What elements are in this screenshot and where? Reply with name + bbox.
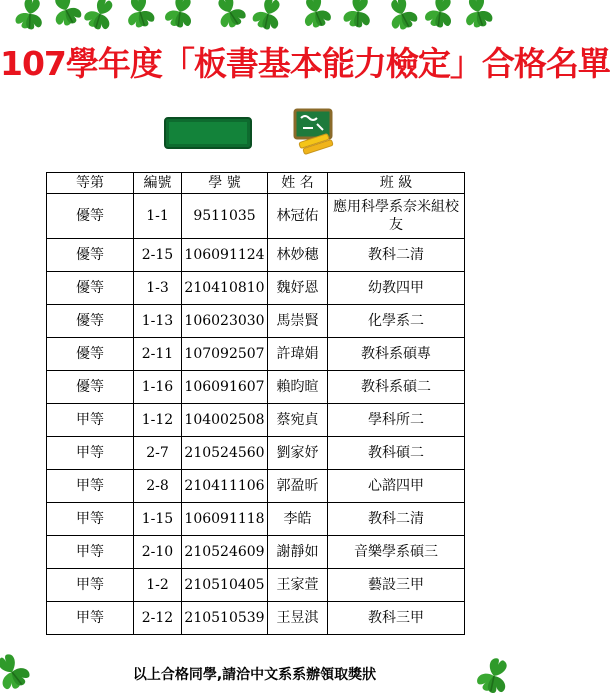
cell-grade: 優等 — [47, 371, 134, 404]
cell-class: 教科系碩二 — [328, 371, 465, 404]
cell-number: 2-10 — [134, 536, 182, 569]
header-student-id: 學 號 — [182, 173, 268, 194]
header-name: 姓 名 — [268, 173, 328, 194]
cell-name: 謝靜如 — [268, 536, 328, 569]
cell-class: 幼教四甲 — [328, 272, 465, 305]
cell-name: 蔡宛貞 — [268, 404, 328, 437]
cell-grade: 優等 — [47, 239, 134, 272]
cell-student-id: 210411106 — [182, 470, 268, 503]
cell-number: 1-16 — [134, 371, 182, 404]
table-row — [47, 272, 465, 305]
cell-class: 教科系碩專 — [328, 338, 465, 371]
header-number: 編號 — [134, 173, 182, 194]
cell-student-id: 210524609 — [182, 536, 268, 569]
header-class: 班 級 — [328, 173, 465, 194]
cell-name: 劉家妤 — [268, 437, 328, 470]
cell-number: 2-7 — [134, 437, 182, 470]
cell-name: 王昱淇 — [268, 602, 328, 635]
cell-number: 1-13 — [134, 305, 182, 338]
table-row — [47, 569, 465, 602]
table-row — [47, 536, 465, 569]
cell-name: 林妙穗 — [268, 239, 328, 272]
cell-grade: 甲等 — [47, 437, 134, 470]
cell-class: 心諮四甲 — [328, 470, 465, 503]
cell-grade: 優等 — [47, 272, 134, 305]
cell-name: 李皓 — [268, 503, 328, 536]
page-title: 107學年度「板書基本能力檢定」合格名單 — [0, 44, 610, 83]
cell-student-id: 106091124 — [182, 239, 268, 272]
cell-name: 賴昀暄 — [268, 371, 328, 404]
cell-student-id: 210410810 — [182, 272, 268, 305]
cell-name: 林冠佑 — [268, 194, 328, 239]
cell-number: 1-3 — [134, 272, 182, 305]
cell-name: 許瑋娟 — [268, 338, 328, 371]
cell-number: 2-12 — [134, 602, 182, 635]
cell-grade: 甲等 — [47, 404, 134, 437]
cell-number: 1-2 — [134, 569, 182, 602]
cell-class: 教科碩二 — [328, 437, 465, 470]
cell-class: 音樂學系碩三 — [328, 536, 465, 569]
footer-note: 以上合格同學,請洽中文系系辦領取獎狀 — [132, 667, 377, 683]
cell-student-id: 9511035 — [182, 194, 268, 239]
cell-grade: 優等 — [47, 305, 134, 338]
qualified-list-table — [46, 172, 465, 635]
header-grade: 等第 — [47, 173, 134, 194]
cell-name: 王家萱 — [268, 569, 328, 602]
table-row — [47, 404, 465, 437]
cell-student-id: 104002508 — [182, 404, 268, 437]
cell-number: 2-8 — [134, 470, 182, 503]
cell-grade: 優等 — [47, 338, 134, 371]
cell-grade: 優等 — [47, 194, 134, 239]
cell-number: 1-12 — [134, 404, 182, 437]
cell-student-id: 210510405 — [182, 569, 268, 602]
cell-number: 2-11 — [134, 338, 182, 371]
cell-class: 學科所二 — [328, 404, 465, 437]
cell-student-id: 210510539 — [182, 602, 268, 635]
cell-grade: 甲等 — [47, 602, 134, 635]
table-header-row — [47, 173, 465, 194]
table-row — [47, 305, 465, 338]
cell-class: 教科二清 — [328, 503, 465, 536]
table-row — [47, 602, 465, 635]
cell-student-id: 106023030 — [182, 305, 268, 338]
cell-class: 應用科學系奈米組校友 — [328, 194, 465, 239]
cell-number: 2-15 — [134, 239, 182, 272]
cell-student-id: 210524560 — [182, 437, 268, 470]
table-row — [47, 371, 465, 404]
cell-class: 教科三甲 — [328, 602, 465, 635]
pencil-chalkboard-icon — [289, 106, 339, 156]
table-row — [47, 470, 465, 503]
cell-student-id: 107092507 — [182, 338, 268, 371]
cell-number: 1-15 — [134, 503, 182, 536]
table-row — [47, 239, 465, 272]
cell-student-id: 106091118 — [182, 503, 268, 536]
cell-name: 郭盈昕 — [268, 470, 328, 503]
table-row — [47, 338, 465, 371]
cell-class: 藝設三甲 — [328, 569, 465, 602]
cell-grade: 甲等 — [47, 470, 134, 503]
cell-number: 1-1 — [134, 194, 182, 239]
chalkboard-icon — [165, 118, 251, 148]
cell-grade: 甲等 — [47, 503, 134, 536]
cell-class: 化學系二 — [328, 305, 465, 338]
cell-class: 教科二清 — [328, 239, 465, 272]
table-row — [47, 194, 465, 239]
table-row — [47, 437, 465, 470]
cell-student-id: 106091607 — [182, 371, 268, 404]
cell-name: 魏妤恩 — [268, 272, 328, 305]
cell-name: 馬崇賢 — [268, 305, 328, 338]
cell-grade: 甲等 — [47, 536, 134, 569]
table-row — [47, 503, 465, 536]
cell-grade: 甲等 — [47, 569, 134, 602]
